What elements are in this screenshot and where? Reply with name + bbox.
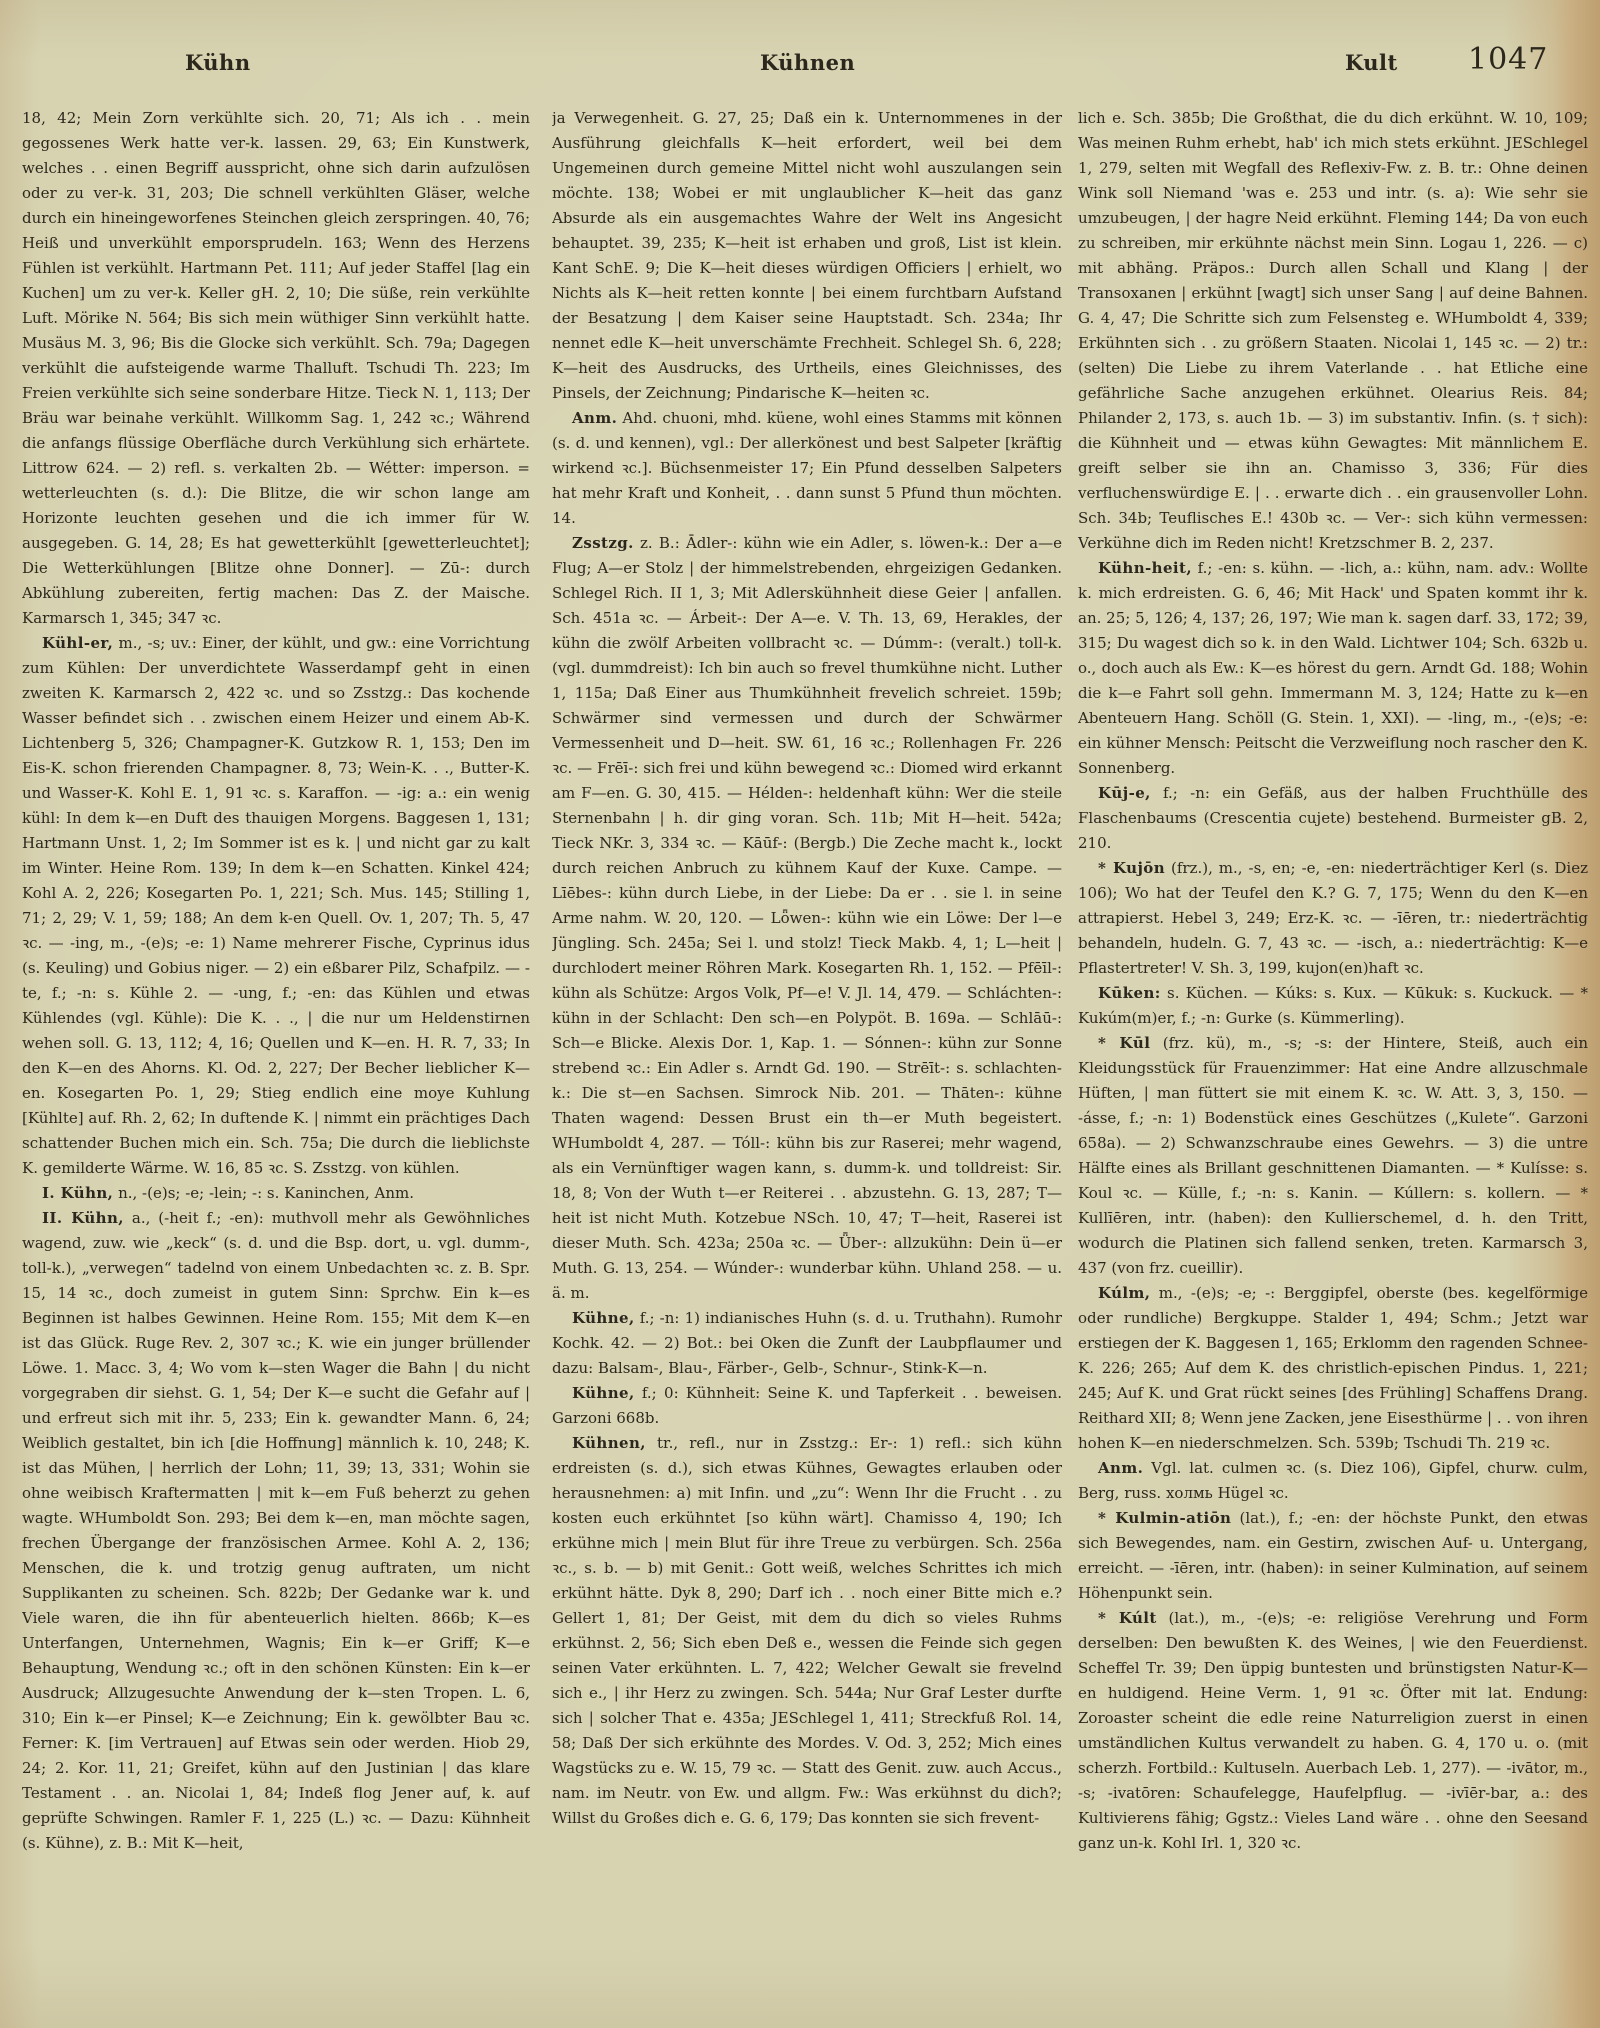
headword: Anm. xyxy=(572,409,618,427)
headword: Kühl-er, xyxy=(42,634,114,652)
dictionary-entry: Kühl-er, m., -s; uv.: Einer, der kühlt, und gw.: eine Vorrichtung zum Kühlen: Der unverdichtete Wasserdampf geht in einen zweiten K. Karmarsch 2, 422 ꝛc. und so Zsstzg.: Das kochende Wasser befindet sich . . zwischen einem Heizer und einem Ab-K. Lichtenberg 5, 326; Champagner-K. Gutzkow R. 1, 153; Den im Eis-K. schon frierenden Champagner. 8, 73; Wein-K. . ., Butter-K. und Wasser-K. Kohl E. 1, 91 ꝛc. s. Karaffon. — -ig: a.: ein wenig kühl: In dem k—en Duft des thauigen Morgens. Baggesen 1, 131; Hartmann Unst. 1, 2; Im Sommer ist es k. | und nicht gar zu kalt im Winter. Heine Rom. 139; In dem k—en Schatten. Kinkel 424; Kohl A. 2, 226; Kosegarten Po. 1, 221; Sch. Mus. 145; Stilling 1, 71; 2, 29; V. 1, 59; 188; An dem k-en Quell. Ov. 1, 207; Th. 5, 47 ꝛc. — -ing, m., -(e)s; -e: 1) Name mehrerer Fische, Cyprinus idus (s. Keuling) und Gobius niger. — 2) ein eßbarer Pilz, Schafpilz. — -te, f.; -n: s. Kühle 2. — -ung, f.; -en: das Kühlen und etwas Kühlendes (vgl. Kühle): Die K. . ., | die nur um Heldenstirnen wehen soll. G. 13, 112; 4, 16; Quellen und K—en. H. R. 7, 33; In den K—en des Ahorns. Kl. Od. 2, 227; Der Becher lieblicher K—en. Kosegarten Po. 1, 29; Stieg endlich eine moye Kuhlung [Kühlte] auf. Rh. 2, 62; In duftende K. | nimmt ein prächtiges Dach schattender Buchen mich ein. Sch. 75a; Die durch die lieblichste K. gemilderte Wärme. W. 16, 85 ꝛc. S. Zsstzg. von kühlen. xyxy=(22,634,530,1177)
dictionary-entry: * Kujōn (frz.), m., -s, en; -e, -en: niederträchtiger Kerl (s. Diez 106); Wo hat der Teufel den K.? G. 7, 175; Wenn du den K—en attrapierst. Hebel 3, 249; Erz-K. ꝛc. — -īēren, tr.: niederträchtig behandeln, hudeln. G. 7, 43 ꝛc. — -isch, a.: niederträchtig: K—e Pflastertreter! V. Sh. 3, 199, kujon(en)haft ꝛc. xyxy=(1078,859,1588,977)
dictionary-entry: * Kūl (frz. kü), m., -s; -s: der Hintere, Steiß, auch ein Kleidungsstück für Frauenzimmer: Hat eine Andre allzuschmale Hüften, | man füttert sie mit einem K. ꝛc. W. Att. 3, 3, 150. — -ásse, f.; -n: 1) Bodenstück eines Geschützes („Kulete“. Garzoni 658a). — 2) Schwanzschraube eines Gewehrs. — 3) die untre Hälfte eines als Brillant geschnittenen Diamanten. — * Kulísse: s. Koul ꝛc. — Külle, f.; -n: s. Kanin. — Kúllern: s. kollern. — * Kullīēren, intr. (haben): den Kullierschemel, d. h. den Tritt, wodurch die Platinen sich fallend senken, treten. Karmarsch 3, 437 (von frz. cueillir). xyxy=(1078,1034,1588,1277)
dictionary-entry: * Kúlt (lat.), m., -(e)s; -e: religiöse Verehrung und Form derselben: Den bewußten K. des Weines, | wie den Feuerdienst. Scheffel Tr. 39; Den üppig buntesten und brünstigsten Natur-K—en huldigend. Heine Verm. 1, 91 ꝛc. Öfter mit lat. Endung: Zoroaster scheint die edle reine Naturreligion zuerst in einen umständlichen Kultus verwandelt zu haben. G. 4, 170 u. o. (mit scherzh. Fortbild.: Kultuseln. Auerbach Leb. 1, 277). — -ivātor, m., -s; -ivatōren: Schaufelegge, Haufelpflug. — -ivīēr-bar, a.: des Kultivierens fähig; Ggstz.: Vieles Land wäre . . ohne den Seesand ganz un-k. Kohl Irl. 1, 320 ꝛc. xyxy=(1078,1609,1588,1852)
dictionary-entry: Anm. Vgl. lat. culmen ꝛc. (s. Diez 106), Gipfel, churw. culm, Berg, russ. холмь Hügel ꝛc. xyxy=(1078,1459,1588,1502)
dictionary-entry: II. Kühn, a., (-heit f.; -en): muthvoll mehr als Gewöhnliches wagend, zuw. wie „keck“ (s. d. und die Bsp. dort, u. vgl. dumm-, toll-k.), „verwegen“ tadelnd von einem Unbedachten ꝛc. z. B. Spr. 15, 14 ꝛc., doch zumeist in gutem Sinn: Sprchw. Ein k—es Beginnen ist halbes Gewinnen. Heine Rom. 155; Mit dem K—en ist das Glück. Ruge Rev. 2, 307 ꝛc.; K. wie ein junger brüllender Löwe. 1. Macc. 3, 4; Wo vom k—sten Wager die Bahn | du nicht vorgegraben dir siehst. G. 1, 54; Der K—e sucht die Gefahr auf | und erfreut sich mit ihr. 5, 233; Ein k. gewandter Mann. 6, 24; Weiblich gestaltet, bin ich [die Hoffnung] männlich k. 10, 248; K. ist das Mühen, | herrlich der Lohn; 11, 39; 13, 331; Wohin sie ohne weibisch Kraftermatten | mit k—em Fuß beherzt zu gehen wagte. WHumboldt Son. 293; Bei dem k—en, man möchte sagen, frechen Übergange der französischen Armee. Kohl A. 2, 136; Menschen, die k. und trotzig genug auftraten, um nicht Supplikanten zu scheinen. Sch. 822b; Der Gedanke war k. und Viele waren, die ihn für abenteuerlich hielten. 866b; K—es Unterfangen, Unternehmen, Wagnis; Ein k—er Griff; K—e Behauptung, Wendung ꝛc.; oft in den schönen Künsten: Ein k—er Ausdruck; Allzugesuchte Anwendung der k—sten Tropen. L. 6, 310; Ein k—er Pinsel; K—e Zeichnung; Ein k. gewölbter Bau ꝛc. Ferner: K. [im Vertrauen] auf Etwas sein oder werden. Hiob 29, 24; 2. Kor. 11, 21; Greifet, kühn auf den Justinian | das klare Testament . . an. Nicolai 1, 84; Indeß flog Jener auf, k. auf geprüfte Schwingen. Ramler F. 1, 225 (L.) ꝛc. — Dazu: Kühnheit (s. Kühne), z. B.: Mit K—heit, xyxy=(22,1209,530,1852)
entry-continuation: 18, 42; Mein Zorn verkühlte sich. 20, 71; Als ich . . mein gegossenes Werk hatte ver-k. lassen. 29, 63; Ein Kunstwerk, welches . . einen Begriff ausspricht, ohne sich darin aufzulösen oder zu ver-k. 31, 203; Die schnell verkühlten Gläser, welche durch ein hineingeworfenes Steinchen gleich zerspringen. 40, 76; Heiß und unverkühlt emporsprudeln. 163; Wenn des Herzens Fühlen ist verkühlt. Hartmann Pet. 111; Auf jeder Staffel [lag ein Kuchen] um zu ver-k. Keller gH. 2, 10; Die süße, rein verkühlte Luft. Mörike N. 564; Bis sich mein wüthiger Sinn verkühlt hatte. Musäus M. 3, 96; Bis die Glocke sich verkühlt. Sch. 79a; Dagegen verkühlt die aufsteigende warme Thalluft. Tschudi Th. 223; Im Freien verkühlte sich seine sonderbare Hitze. Tieck N. 1, 113; Der Bräu war beinahe verkühlt. Willkomm Sag. 1, 242 ꝛc.; Während die anfangs flüssige Oberfläche durch Verkühlung sich erhärtete. Littrow 624. — 2) refl. s. verkalten 2b. — Wétter: imperson. = wetterleuchten (s. d.): Die Blitze, die wir schon lange am Horizonte leuchten gesehen und die ich immer für W. ausgegeben. G. 14, 28; Es hat gewetterkühlt [gewetterleuchtet]; Die Wetterkühlungen [Blitze ohne Donner]. — Zū-: durch Abkühlung zubereiten, fertig machen: Das Z. der Maische. Karmarsch 1, 345; 347 ꝛc. xyxy=(22,109,530,627)
headword: Kūken: xyxy=(1098,984,1161,1002)
running-head xyxy=(0,42,1549,80)
entry-continuation: lich e. Sch. 385b; Die Großthat, die du dich erkühnt. W. 10, 109; Was meinen Ruhm erhebt, hab' ich mich stets erkühnt. JESchlegel 1, 279, selten mit Wegfall des Reflexiv-Fw. z. B. tr.: Ohne deinen Wink soll Niemand 'was e. 253 und intr. (s. a): Wie sehr sie umzubeugen, | der hagre Neid erkühnt. Fleming 144; Da von euch zu schreiben, mir erkühnte nächst mein Sinn. Logau 1, 226. — c) mit abhäng. Präpos.: Durch allen Schall und Klang | der Transoxanen | erkühnt [wagt] sich unser Sang | auf deine Bahnen. G. 4, 47; Die Schritte sich zum Felsensteg e. WHumboldt 4, 339; Erkühnten sich . . zu größern Staaten. Nicolai 1, 145 ꝛc. — 2) tr.: (selten) Die Liebe zu ihrem Vaterlande . . hat Etliche eine gefährliche Sache anzugehen erkühnet. Olearius Reis. 84; Philander 2, 173, s. auch 1b. — 3) im substantiv. Infin. (s. † sich): die Kühnheit und — etwas kühn Gewagtes: Mit männlichem E. greift selber sie ihn an. Chamisso 3, 336; Für dies verfluchenswürdige E. | . . erwarte dich . . ein grausenvoller Lohn. Sch. 34b; Teuflisches E.! 430b ꝛc. — Ver-: sich kühn vermessen: Verkühne dich im Reden nicht! Kretzschmer B. 2, 237. xyxy=(1078,109,1588,552)
dictionary-entry: Kūj-e, f.; -n: ein Gefäß, aus der halben Fruchthülle des Flaschenbaums (Crescentia cujete) bestehend. Burmeister gB. 2, 210. xyxy=(1078,784,1588,852)
dictionary-entry: Kühne, f.; 0: Kühnheit: Seine K. und Tapferkeit . . beweisen. Garzoni 668b. xyxy=(552,1384,1062,1427)
headword: Kühn-heit, xyxy=(1098,559,1192,577)
headword: * Kujōn xyxy=(1098,859,1166,877)
text-column-left xyxy=(22,106,530,1892)
headword: * Kūl xyxy=(1098,1034,1151,1052)
headword: Anm. xyxy=(1098,1459,1144,1477)
entry-continuation: ja Verwegenheit. G. 27, 25; Daß ein k. Unternommenes in der Ausführung gleichfalls K—heit erfordert, weil bei dem Ungemeinen durch gemeine Mittel nicht wohl auszulangen sein möchte. 138; Wobei er mit unglaublicher K—heit das ganz Absurde als ein ausgemachtes Wahre der Welt ins Angesicht behauptet. 39, 235; K—heit ist erhaben und groß, List ist klein. Kant SchE. 9; Die K—heit dieses würdigen Officiers | erhielt, wo Nichts als K—heit retten konnte | bei einem furchtbarn Aufstand der Besatzung | dem Kaiser seine Hauptstadt. Sch. 234a; Ihr nennet edle K—heit unverschämte Frechheit. Schlegel Sh. 6, 228; K—heit des Ausdrucks, des Urtheils, eines Gleichnisses, des Pinsels, der Zeichnung; Pindarische K—heiten ꝛc. xyxy=(552,109,1062,402)
running-head-center: Kühnen xyxy=(760,50,856,75)
dictionary-entry: Kúlm, m., -(e)s; -e; -: Berggipfel, oberste (bes. kegelförmige oder rundliche) Bergkuppe. Stalder 1, 494; Schm.; Jetzt war erstiegen der K. Baggesen 1, 165; Erklomm den ragenden Schnee-K. 226; 265; Auf dem K. des christlich-epischen Pindus. 1, 221; 245; Auf K. und Grat rückt seines [des Frühling] Schaffens Drang. Reithard XII; 8; Wenn jene Zacken, jene Eisesthürme | . . von ihren hohen K—en niederschmelzen. Sch. 539b; Tschudi Th. 219 ꝛc. xyxy=(1078,1284,1588,1452)
running-head-right: Kult xyxy=(1345,50,1398,75)
headword: Kühnen, xyxy=(572,1434,646,1452)
headword: Kühne, xyxy=(572,1309,635,1327)
headword: * Kúlt xyxy=(1098,1609,1157,1627)
text-column-right xyxy=(1078,106,1588,1892)
text-column-middle xyxy=(552,106,1062,1892)
headword: Kúlm, xyxy=(1098,1284,1151,1302)
headword: Kühne, xyxy=(572,1384,635,1402)
headword: * Kulmin-atiōn xyxy=(1098,1509,1232,1527)
dictionary-entry: Kühnen, tr., refl., nur in Zsstzg.: Er-: 1) refl.: sich kühn erdreisten (s. d.), sich etwas Kühnes, Gewagtes erlauben oder herausnehmen: a) mit Infin. und „zu“: Wenn Ihr die Frucht . . zu kosten euch erkühntet [so kühn wärt]. Chamisso 4, 190; Ich erkühne mich | mein Blut für ihre Treue zu verbürgen. Sch. 256a ꝛc., s. b. — b) mit Genit.: Gott weiß, welches Schrittes ich mich erkühnt hätte. Dyk 8, 290; Darf ich . . noch einer Bitte mich e.? Gellert 1, 81; Der Geist, mit dem du dich so vieles Ruhms erkühnst. 2, 56; Sich eben Deß e., wessen die Feinde sich gegen seinen Vater erkühnten. L. 7, 422; Welcher Gewalt sie frevelnd sich e., | ihr Herz zu zwingen. Sch. 544a; Nur Graf Lester durfte sich | solcher That e. 435a; JESchlegel 1, 411; Streckfuß Rol. 14, 58; Daß Der sich erkühnte des Mordes. V. Od. 3, 252; Mich eines Wagstücks zu e. W. 15, 79 ꝛc. — Statt des Genit. zuw. auch Accus., nam. im Neutr. von Ew. und allgm. Fw.: Was erkühnst du dich?; Willst du Großes dich e. G. 6, 179; Das konnten sie sich frevent- xyxy=(552,1434,1062,1827)
dictionary-entry: Kūken: s. Küchen. — Kúks: s. Kux. — Kūkuk: s. Kuckuck. — * Kukúm(m)er, f.; -n: Gurke (s. Kümmerling). xyxy=(1078,984,1588,1027)
page-number: 1047 xyxy=(1468,42,1549,77)
headword: Kūj-e, xyxy=(1098,784,1151,802)
running-head-left: Kühn xyxy=(185,50,251,75)
dictionary-entry: Kühn-heit, f.; -en: s. kühn. — -lich, a.: kühn, nam. adv.: Wollte k. mich erdreisten. G. 6, 46; Mit Hack' und Spaten kommt ihr k. an. 25; 5, 126; 4, 137; 26, 197; Wie man k. sagen darf. 33, 172; 39, 315; Du wagest dich so k. in den Wald. Lichtwer 104; Sch. 632b u. o., doch auch als Ew.: K—es hörest du gern. Arndt Gd. 188; Wohin die k—e Fahrt soll gehn. Immermann M. 3, 124; Hatte zu k—en Abenteuern Hang. Schöll (G. Stein. 1, XXI). — -ling, m., -(e)s; -e: ein kühner Mensch: Peitscht die Verzweiflung noch rascher den K. Sonnenberg. xyxy=(1078,559,1588,777)
headword: I. Kühn, xyxy=(42,1184,114,1202)
dictionary-entry: I. Kühn, n., -(e)s; -e; -lein; -: s. Kaninchen, Anm. xyxy=(42,1184,415,1202)
headword: II. Kühn, xyxy=(42,1209,124,1227)
dictionary-entry: Kühne, f.; -n: 1) indianisches Huhn (s. d. u. Truthahn). Rumohr Kochk. 42. — 2) Bot.: bei Oken die Zunft der Laubpflaumer und dazu: Balsam-, Blau-, Färber-, Gelb-, Schnur-, Stink-K—n. xyxy=(552,1309,1062,1377)
dictionary-entry: Anm. Ahd. chuoni, mhd. küene, wohl eines Stamms mit können (s. d. und kennen), vgl.: Der allerkönest und best Salpeter [kräftig wirkend ꝛc.]. Büchsenmeister 17; Ein Pfund desselben Salpeters hat mehr Kraft und Konheit, . . dann sunst 5 Pfund thun möchten. 14. xyxy=(552,409,1062,527)
headword: Zsstzg. xyxy=(572,534,634,552)
dictionary-entry: * Kulmin-atiōn (lat.), f.; -en: der höchste Punkt, den etwas sich Bewegendes, nam. ein Gestirn, zwischen Auf- u. Untergang, erreicht. — -īēren, intr. (haben): in seiner Kulmination, auf seinem Höhenpunkt sein. xyxy=(1078,1509,1588,1602)
dictionary-entry: Zsstzg. z. B.: Ādler-: kühn wie ein Adler, s. löwen-k.: Der a—e Flug; A—er Stolz | der himmelstrebenden, ehrgeizigen Gedanken. Schlegel Rich. II 1, 3; Mit Adlerskühnheit diese Geier | anfallen. Sch. 451a ꝛc. — Árbeit-: Der A—e. V. Th. 13, 69, Herakles, der kühn die zwölf Arbeiten vollbracht ꝛc. — Dúmm-: (veralt.) toll-k. (vgl. dummdreist): Ich bin auch so frevel thumkühne nicht. Luther 1, 115a; Daß Einer aus Thumkühnheit frevelich schreiet. 159b; Schwärmer sind vermessen und durch der Schwärmer Vermessenheit und D—heit. SW. 61, 16 ꝛc.; Rollenhagen Fr. 226 ꝛc. — Frēī-: sich frei und kühn bewegend ꝛc.: Diomed wird erkannt am F—en. G. 30, 415. — Hélden-: heldenhaft kühn: Wer die steile Sternenbahn | h. dir ging voran. Sch. 11b; Mit H—heit. 542a; Tieck NKr. 3, 334 ꝛc. — Kāūf-: (Bergb.) Die Zeche macht k., lockt durch reichen Anbruch zu kühnem Kauf der Kuxe. Campe. — Līēbes-: kühn durch Liebe, in der Liebe: Da er . . sie l. in seine Arme nahm. W. 20, 120. — Lȫwen-: kühn wie ein Löwe: Der l—e Jüngling. Sch. 245a; Sei l. und stolz! Tieck Makb. 4, 1; L—heit | durchlodert meiner Röhren Mark. Kosegarten Rh. 1, 152. — Pfēīl-: kühn als Schütze: Argos Volk, Pf—e! V. Jl. 14, 479. — Schláchten-: kühn in der Schlacht: Den sch—en Polypöt. B. 169a. — Schlāū-: Sch—e Blicke. Alexis Dor. 1, Kap. 1. — Sónnen-: kühn zur Sonne strebend ꝛc.: Ein Adler s. Arndt Gd. 190. — Strēīt-: s. schlachten-k.: Die st—en Sachsen. Simrock Nib. 201. — Thāten-: kühne Thaten wagend: Dessen Brust ein th—er Muth begeistert. WHumboldt 4, 287. — Tóll-: kühn bis zur Raserei; mehr wagend, als ein Vernünftiger wagen kann, s. dumm-k. und tolldreist: Sir. 18, 8; Von der Wuth t—er Reiterei . . abzustehn. G. 13, 287; T—heit ist nicht Muth. Kotzebue NSch. 10, 47; T—heit, Raserei ist dieser Muth. Sch. 423a; 250a ꝛc. — Ǖber-: allzukühn: Dein ü—er Muth. G. 13, 254. — Wúnder-: wunderbar kühn. Uhland 258. — u. ä. m. xyxy=(552,534,1062,1302)
